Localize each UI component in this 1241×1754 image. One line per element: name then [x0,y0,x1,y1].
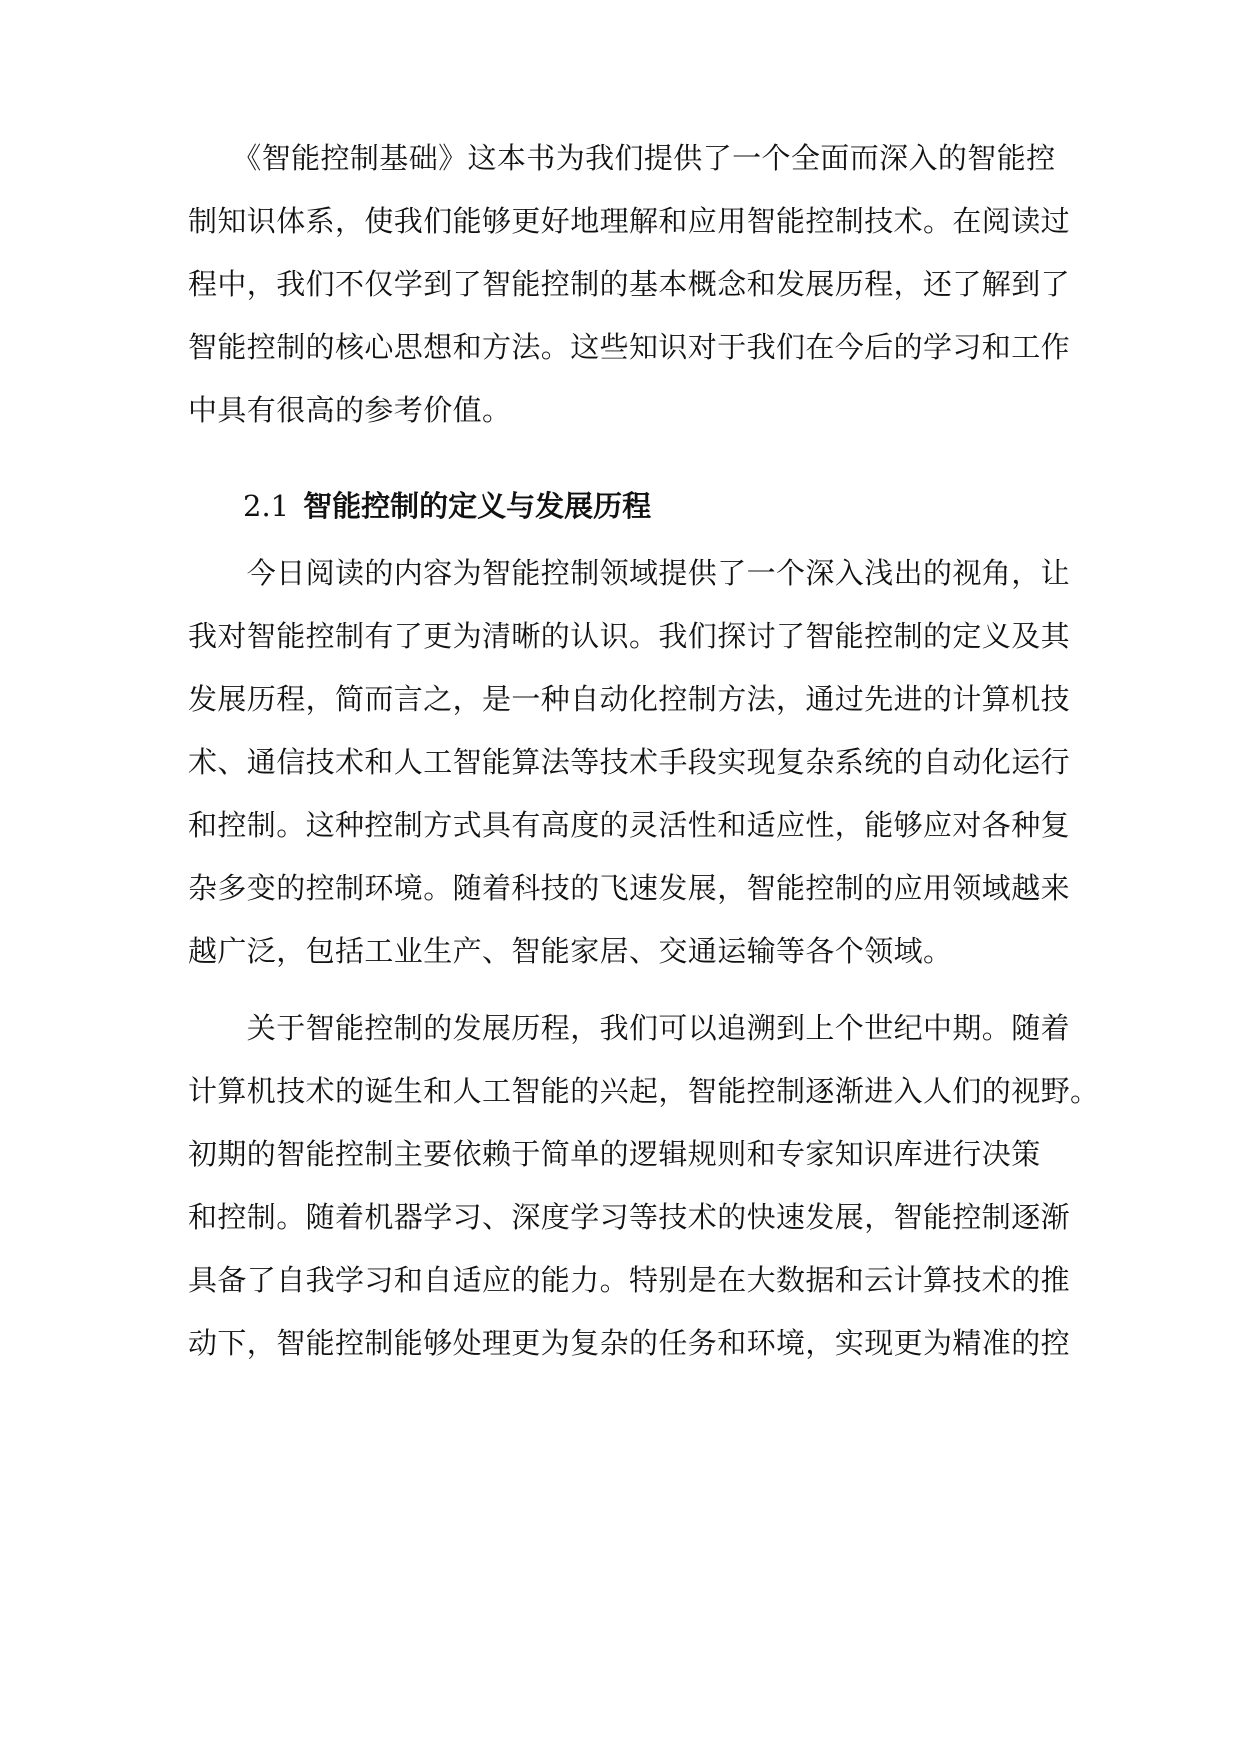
intro-line-3: 程中，我们不仅学到了智能控制的基本概念和发展历程，还了解到了 [188,267,1071,301]
paragraph-2-line-4: 和控制。随着机器学习、深度学习等技术的快速发展，智能控制逐渐 [188,1200,1071,1234]
paragraph-1-line-5: 和控制。这种控制方式具有高度的灵活性和适应性，能够应对各种复 [188,808,1071,842]
section-number: 2.1 [243,489,290,523]
paragraph-2-line-2: 计算机技术的诞生和人工智能的兴起，智能控制逐渐进入人们的视野。 [188,1074,1100,1108]
intro-line-1: 《智能控制基础》这本书为我们提供了一个全面而深入的智能控 [188,141,1056,175]
intro-line-4: 智能控制的核心思想和方法。这些知识对于我们在今后的学习和工作 [188,330,1071,364]
intro-line-5: 中具有很高的参考价值。 [188,393,512,427]
paragraph-2-line-5: 具备了自我学习和自适应的能力。特别是在大数据和云计算技术的推 [188,1263,1071,1297]
intro-line-2: 制知识体系，使我们能够更好地理解和应用智能控制技术。在阅读过 [188,204,1071,238]
paragraph-1-line-4: 术、通信技术和人工智能算法等技术手段实现复杂系统的自动化运行 [188,745,1071,779]
paragraph-1-line-2: 我对智能控制有了更为清晰的认识。我们探讨了智能控制的定义及其 [188,619,1071,653]
section-title: 智能控制的定义与发展历程 [303,489,652,523]
paragraph-1-line-6: 杂多变的控制环境。随着科技的飞速发展，智能控制的应用领域越来 [188,871,1071,905]
paragraph-2-line-1: 关于智能控制的发展历程，我们可以追溯到上个世纪中期。随着 [188,1011,1071,1045]
paragraph-1-line-1: 今日阅读的内容为智能控制领域提供了一个深入浅出的视角，让 [188,556,1071,590]
paragraph-1-line-7: 越广泛，包括工业生产、智能家居、交通运输等各个领域。 [188,934,953,968]
section-heading [243,486,651,526]
paragraph-2-line-3: 初期的智能控制主要依赖于简单的逻辑规则和专家知识库进行决策 [188,1137,1041,1171]
paragraph-1-line-3: 发展历程，简而言之，是一种自动化控制方法，通过先进的计算机技 [188,682,1071,716]
paragraph-2-line-6: 动下，智能控制能够处理更为复杂的任务和环境，实现更为精准的控 [188,1326,1071,1360]
